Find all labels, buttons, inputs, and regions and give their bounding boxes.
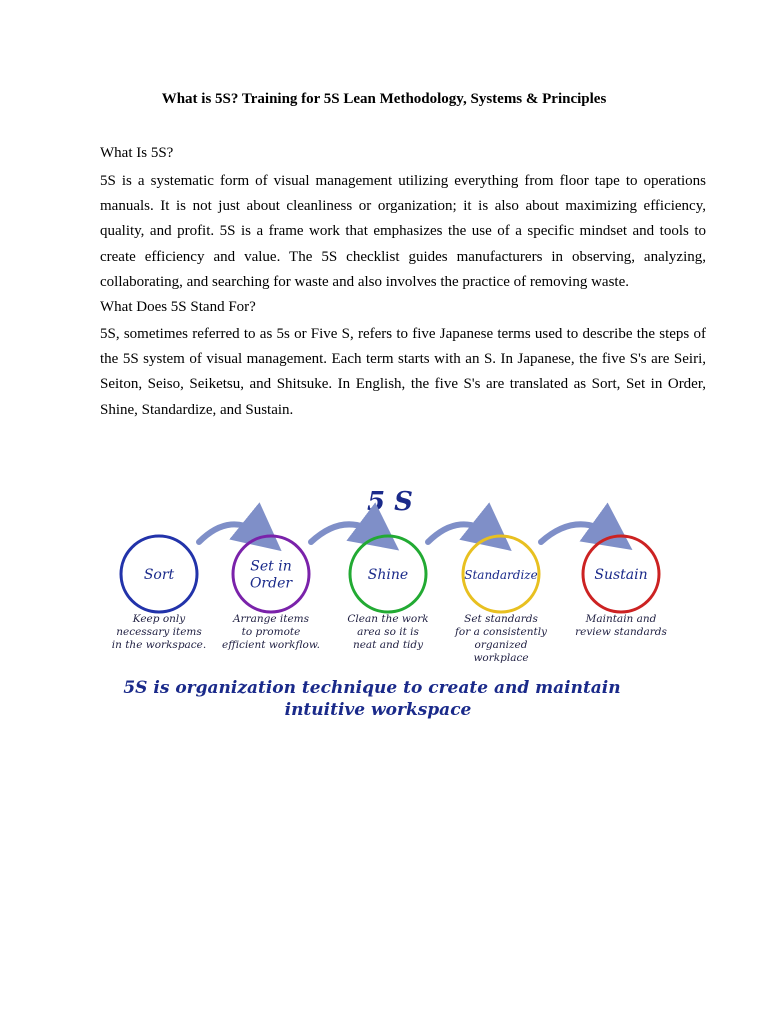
step-description: area so it is [357,626,419,638]
step-label: Shine [367,567,409,583]
step-description: Maintain and [585,613,657,625]
step-description: to promote [241,626,301,638]
diagram-heading: 5 S [367,487,413,517]
step-description: workplace [473,652,529,664]
step-sustain [575,536,667,638]
step-description: neat and tidy [352,639,424,651]
diagram-caption-line-2: intuitive workspace [284,700,472,720]
step-set-in-order [222,536,320,651]
heading-what-is-5s: What Is 5S? [100,145,174,161]
document-title: What is 5S? Training for 5S Lean Methodology, Systems & Principles [161,91,607,107]
step-sort [112,536,207,651]
step-description: Keep only [132,613,186,625]
paragraph-what-is-5s: 5S is a systematic form of visual management utilizing everything from floor tape to operations manuals. It is not just about cleanliness or organization; it is also about maximizing efficiency, quality, and profit. 5S is a frame work that emphasizes the use of a specific mindset and tools to create efficiency and value. The 5S checklist guides manufacturers in observing, analyzing, collaborating, and searching for waste and also involves the practice of removing waste. [100,173,706,290]
step-description: Arrange items [232,613,310,625]
5s-diagram [95,470,695,730]
step-description: for a consistently [455,626,547,638]
step-description: necessary items [116,626,202,638]
step-label: Standardize [464,568,538,582]
diagram-caption-line-1: 5S is organization technique to create and maintain [123,678,621,698]
step-description: in the workspace. [111,639,207,651]
heading-what-does-5s-stand-for: What Does 5S Stand For? [100,299,256,315]
step-description: Set standards [464,613,538,625]
step-description: review standards [575,626,667,638]
step-description: organized [474,639,528,651]
step-standardize [454,536,548,664]
paragraph-5s-stand-for: 5S, sometimes referred to as 5s or Five S, refers to five Japanese terms used to describe the steps of the 5S system of visual management. Each term starts with an S. In Japanese, the five S's are Seiri, Seiton, Seiso, Seiketsu, and Shitsuke. In English, the five S's are translated as Sort, Set in Order, Shine, Standardize, and Sustain. [100,326,706,418]
step-label: Sustain [594,567,648,583]
step-label: Sort [143,567,175,583]
step-description: Clean the work [347,613,429,625]
step-label: Order [249,575,293,592]
step-shine [347,536,428,651]
step-description: efficient workflow. [222,639,320,651]
step-label: Set in [250,558,292,575]
